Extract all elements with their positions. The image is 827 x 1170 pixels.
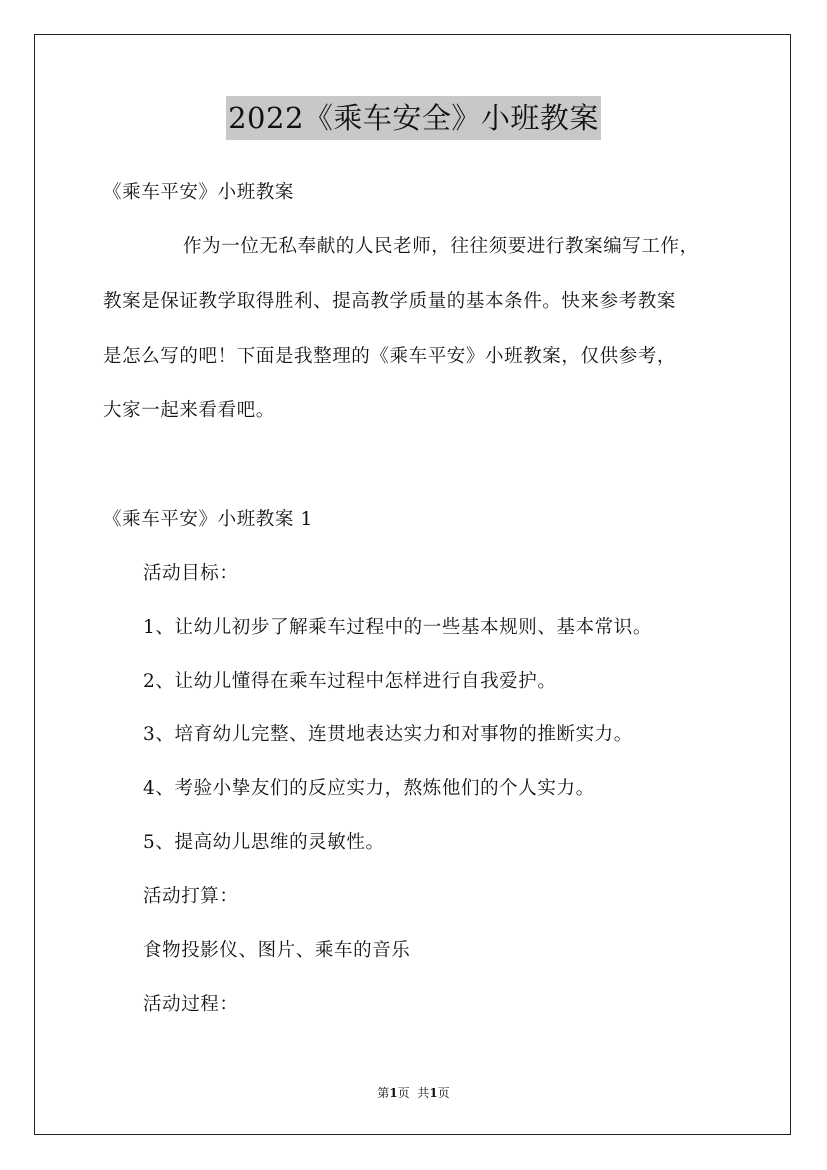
process-label: 活动过程： — [143, 994, 239, 1015]
prep-label: 活动打算： — [143, 886, 239, 907]
footer-total-pages: 1 — [429, 1086, 438, 1100]
goal-item-4: 4、考验小挚友们的反应实力，熬炼他们的个人实力。 — [143, 778, 595, 799]
intro-line-2: 教案是保证教学取得胜利、提高教学质量的基本条件。快来参考教案 — [103, 291, 677, 312]
goals-label: 活动目标： — [143, 563, 239, 584]
section-heading: 《乘车平安》小班教案 1 — [103, 509, 313, 530]
footer-page-number: 1 — [389, 1086, 398, 1100]
footer-suffix: 页 — [437, 1086, 450, 1100]
goal-item-2: 2、让幼儿懂得在乘车过程中怎样进行自我爱护。 — [143, 671, 557, 692]
title-container — [0, 96, 827, 140]
prep-text: 食物投影仪、图片、乘车的音乐 — [143, 940, 411, 961]
intro-line-3: 是怎么写的吧！下面是我整理的《乘车平安》小班教案，仅供参考， — [103, 346, 677, 367]
footer-mid: 页 共 — [397, 1086, 430, 1100]
subtitle: 《乘车平安》小班教案 — [103, 182, 295, 203]
intro-line-1: 作为一位无私奉献的人民老师，往往须要进行教案编写工作， — [183, 236, 699, 257]
intro-line-4: 大家一起来看看吧。 — [103, 400, 275, 421]
footer-prefix: 第 — [377, 1086, 390, 1100]
goal-item-5: 5、提高幼儿思维的灵敏性。 — [143, 832, 385, 853]
goal-item-1: 1、让幼儿初步了解乘车过程中的一些基本规则、基本常识。 — [143, 617, 652, 638]
page-footer — [0, 1084, 827, 1101]
document-title: 2022《乘车安全》小班教案 — [226, 96, 601, 140]
goal-item-3: 3、培育幼儿完整、连贯地表达实力和对事物的推断实力。 — [143, 724, 633, 745]
